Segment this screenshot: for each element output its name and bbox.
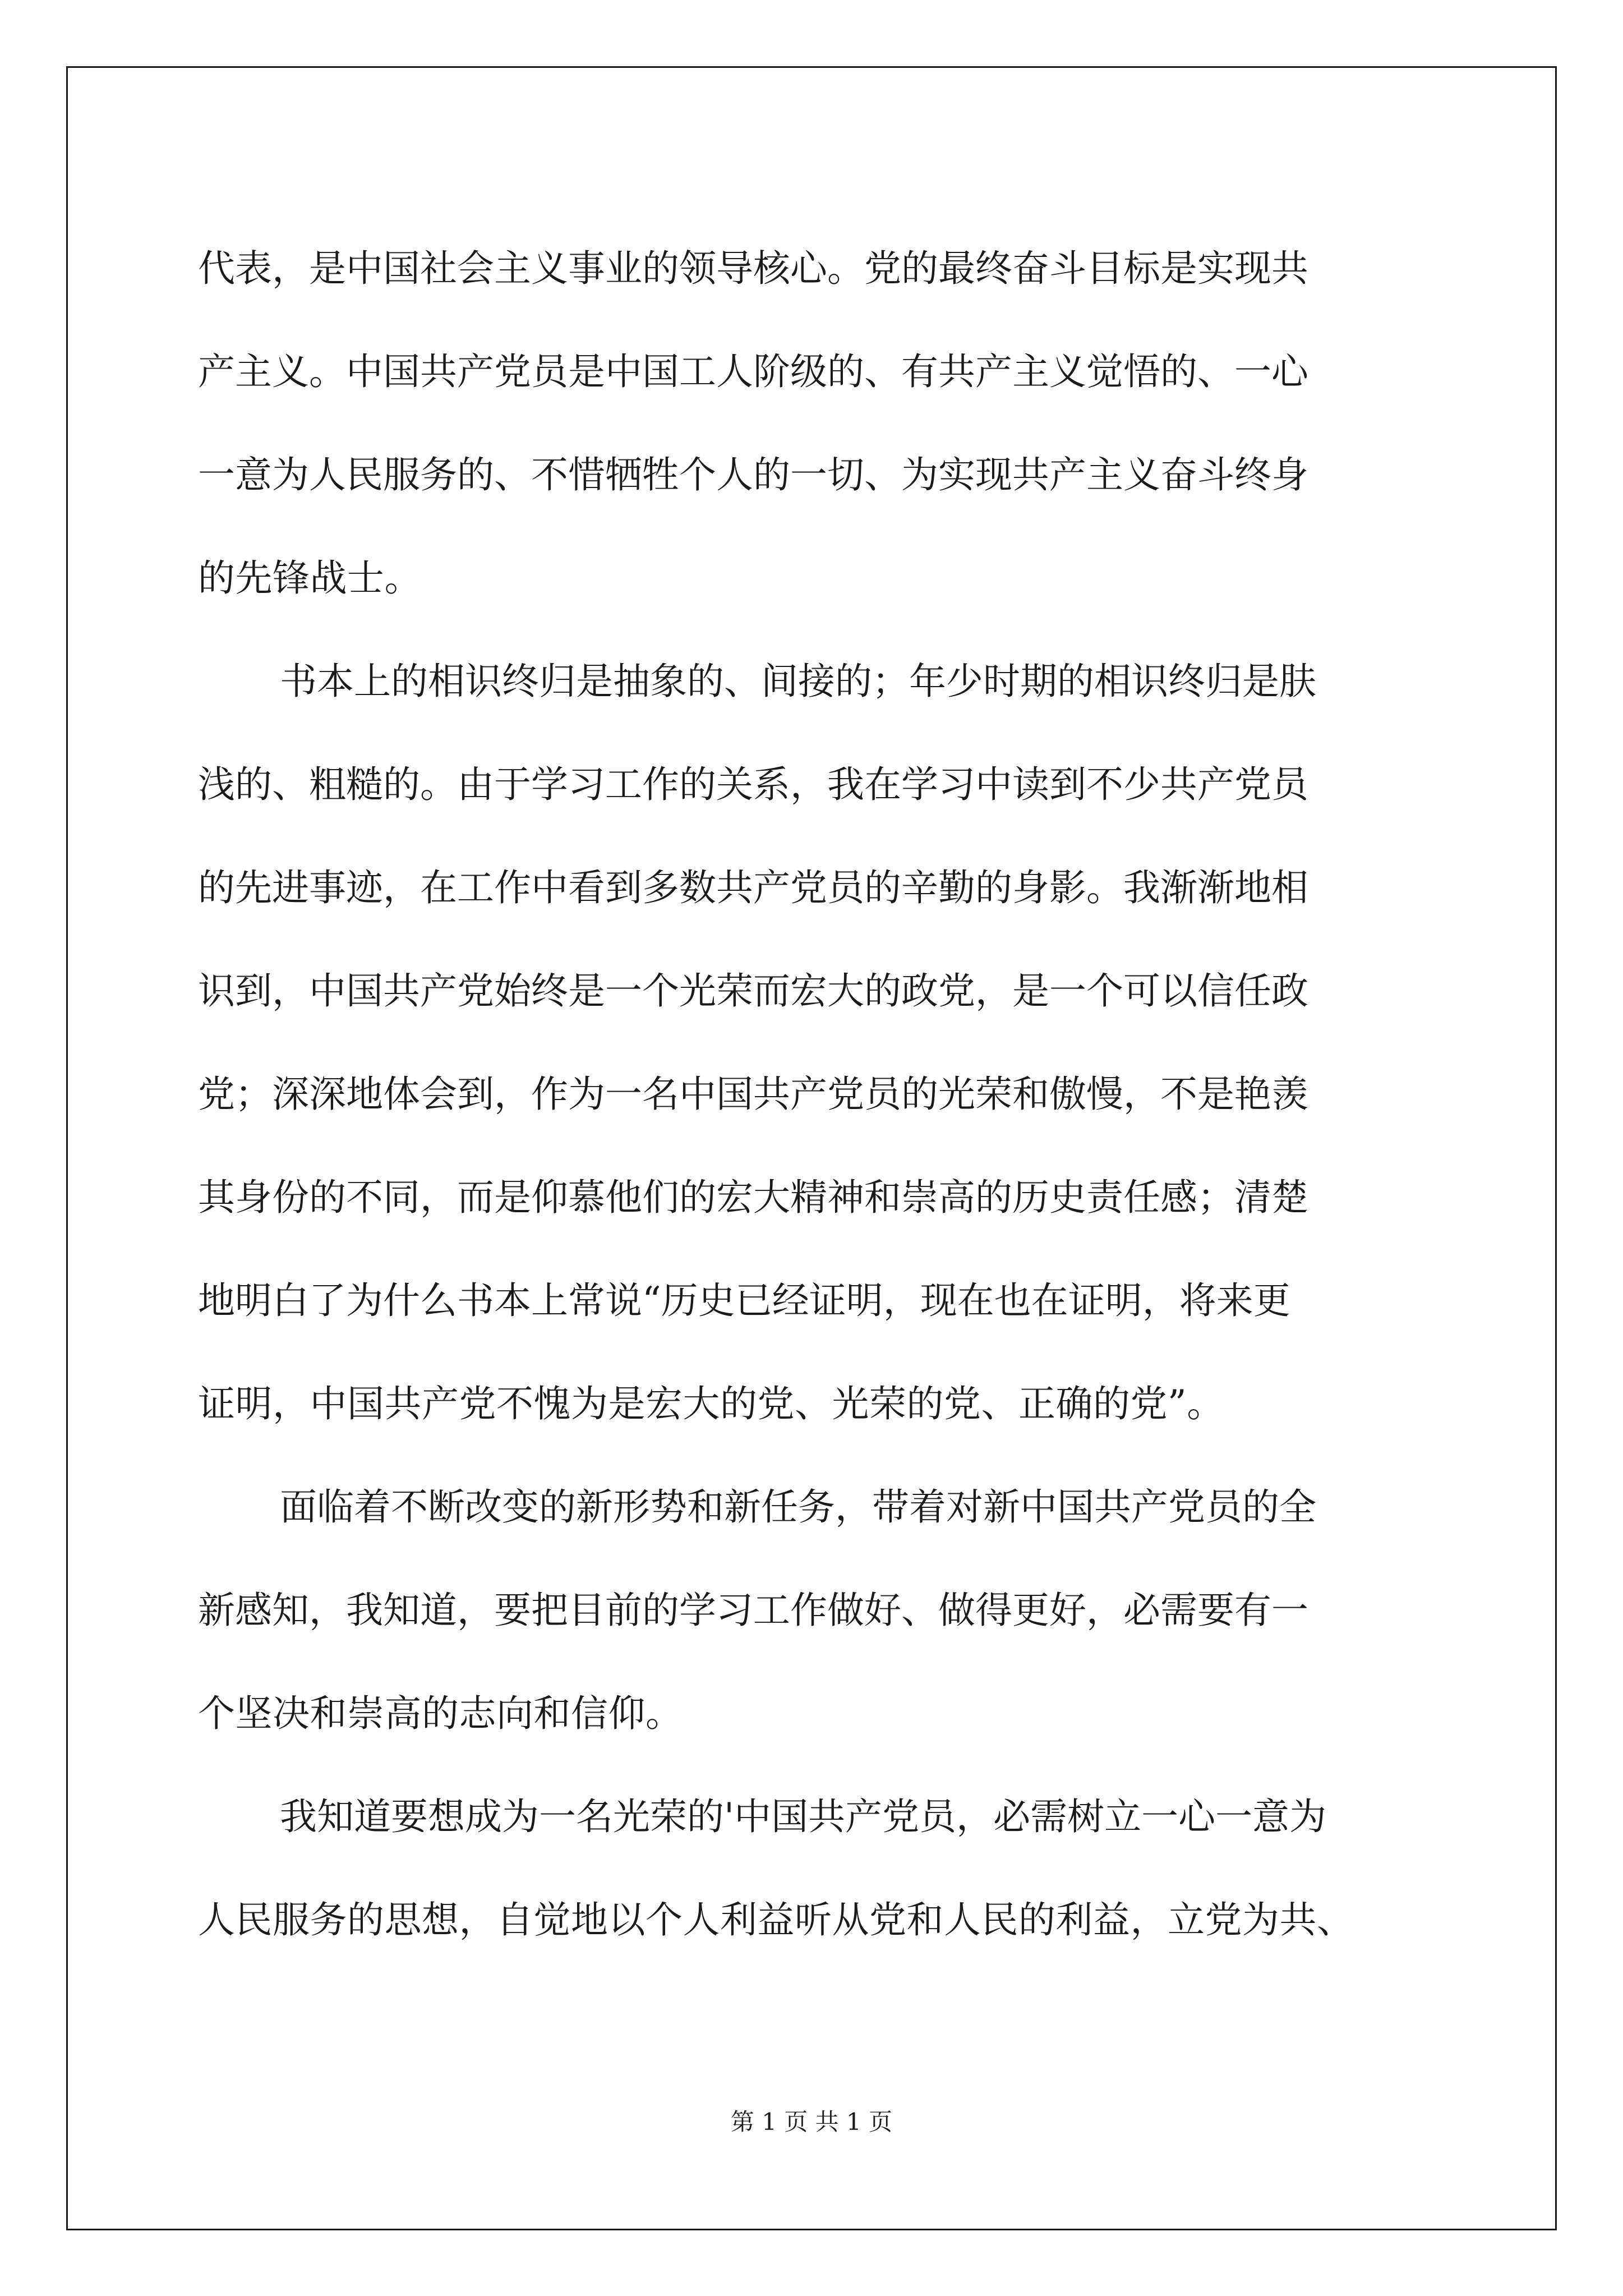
- text-line: 产主义。中国共产党员是中国工人阶级的、有共产主义觉悟的、一心: [198, 350, 1308, 393]
- paragraph-4: [198, 1765, 1449, 1972]
- text-line: 我知道要想成为一名光荣的'中国共产党员，必需树立一心一意为: [280, 1795, 1327, 1838]
- text-line: 个坚决和崇高的志向和信仰。: [198, 1692, 683, 1735]
- text-line: 地明白了为什么书本上常说“历史已经证明，现在也在证明，将来更: [198, 1279, 1290, 1322]
- page-number-label: 第 1 页 共 1 页: [730, 2108, 893, 2136]
- text-line: 人民服务的思想，自觉地以个人利益听从党和人民的利益，立党为共、: [198, 1898, 1354, 1941]
- text-line: 党；深深地体会到，作为一名中国共产党员的光荣和傲慢，不是艳羡: [198, 1073, 1308, 1116]
- paragraph-1: [198, 217, 1449, 630]
- paragraph-2: [198, 630, 1449, 1456]
- paragraph-3: [198, 1456, 1449, 1765]
- text-line: 证明，中国共产党不愧为是宏大的党、光荣的党、正确的党”。: [198, 1382, 1224, 1425]
- page-footer: [0, 2104, 1623, 2137]
- text-line: 一意为人民服务的、不惜牺牲个人的一切、为实现共产主义奋斗终身: [198, 453, 1308, 496]
- text-line: 面临着不断改变的新形势和新任务，带着对新中国共产党员的全: [280, 1485, 1316, 1529]
- document-body: [198, 217, 1449, 1972]
- text-line: 其身份的不同，而是仰慕他们的宏大精神和崇高的历史责任感；清楚: [198, 1176, 1308, 1219]
- text-line: 新感知，我知道，要把目前的学习工作做好、做得更好，必需要有一: [198, 1589, 1308, 1632]
- text-line: 的先锋战士。: [198, 556, 422, 600]
- text-line: 识到，中国共产党始终是一个光荣而宏大的政党，是一个可以信任政: [198, 969, 1308, 1013]
- text-line: 的先进事迹，在工作中看到多数共产党员的辛勤的身影。我渐渐地相: [198, 866, 1308, 909]
- text-line: 书本上的相识终归是抽象的、间接的；年少时期的相识终归是肤: [280, 660, 1316, 703]
- text-line: 浅的、粗糙的。由于学习工作的关系，我在学习中读到不少共产党员: [198, 763, 1308, 806]
- text-line: 代表，是中国社会主义事业的领导核心。党的最终奋斗目标是实现共: [198, 247, 1308, 290]
